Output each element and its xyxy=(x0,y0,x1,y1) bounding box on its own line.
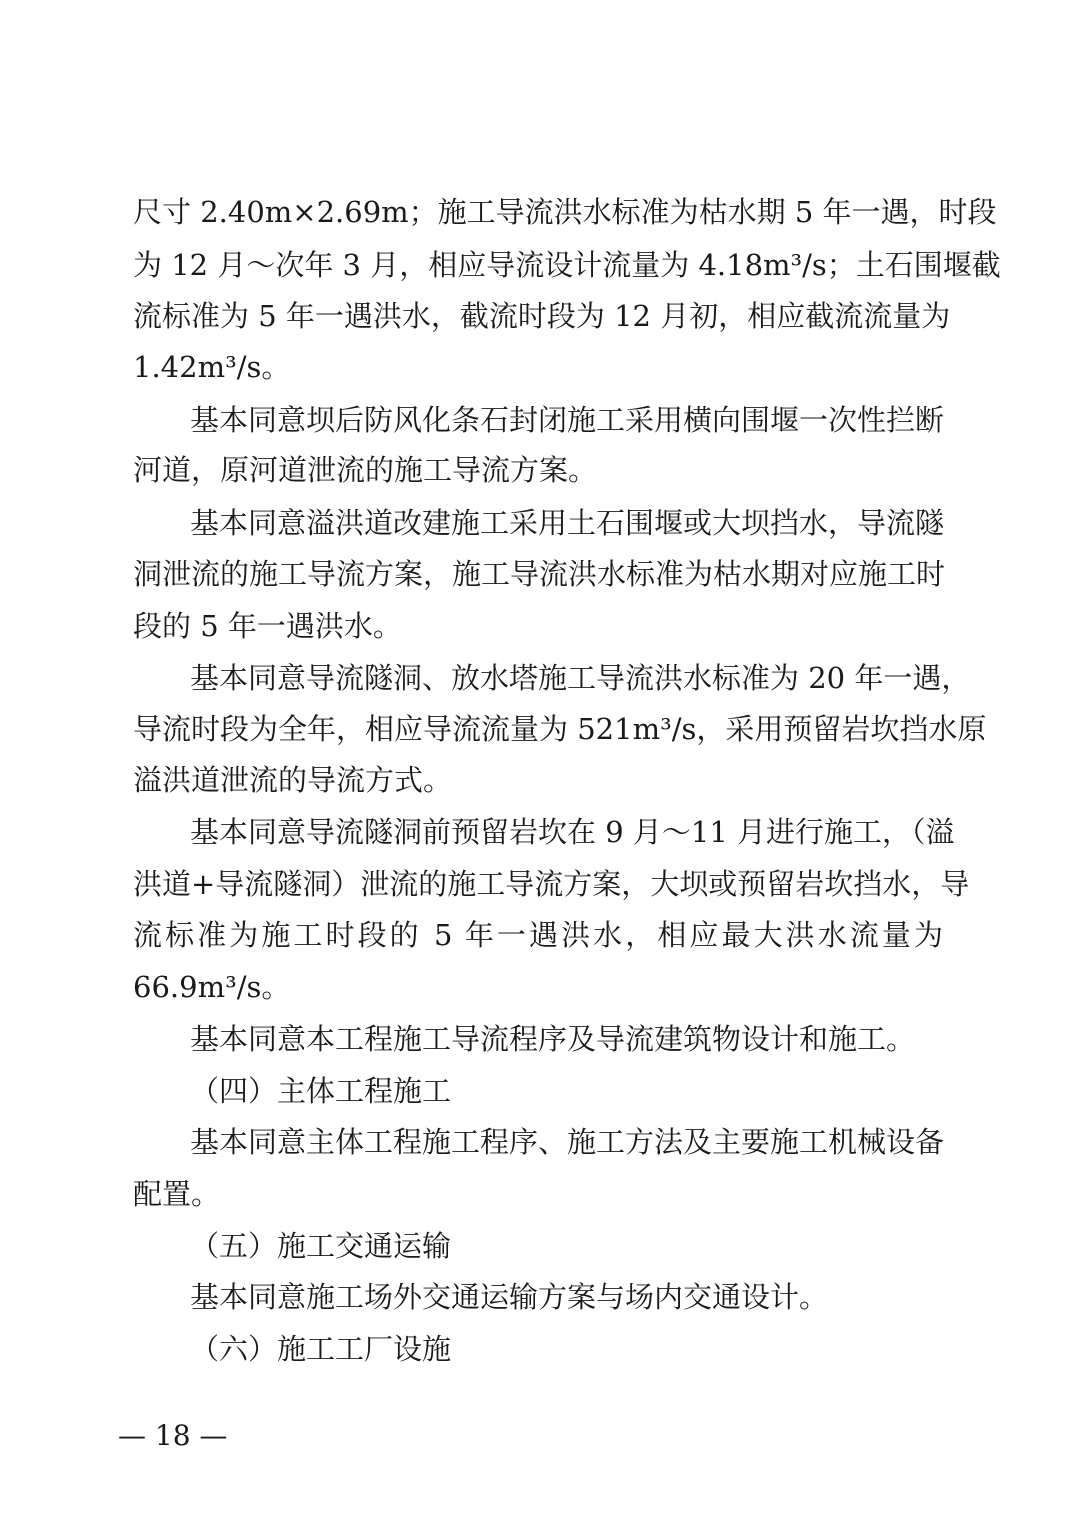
paragraph-line: 导流时段为全年，相应导流流量为 521m³/s，采用预留岩坎挡水原 xyxy=(133,712,987,746)
paragraph-line: 基本同意导流隧洞、放水塔施工导流洪水标准为 20 年一遇， xyxy=(190,661,971,695)
paragraph-line: 基本同意主体工程施工程序、施工方法及主要施工机械设备 xyxy=(190,1125,945,1159)
paragraph-line: 流标准为 5 年一遇洪水，截流时段为 12 月初，相应截流流量为 xyxy=(133,299,951,333)
paragraph-line: 配置。 xyxy=(133,1177,221,1211)
paragraph-line: 基本同意溢洪道改建施工采用土石围堰或大坝挡水，导流隧 xyxy=(190,506,945,540)
section-heading: （五）施工交通运输 xyxy=(190,1229,452,1263)
paragraph-line: 段的 5 年一遇洪水。 xyxy=(133,609,402,643)
paragraph-line: 66.9m³/s。 xyxy=(133,970,291,1004)
paragraph-line: 流标准为施工时段的 5 年一遇洪水，相应最大洪水流量为 xyxy=(133,918,943,952)
paragraph-line: 基本同意本工程施工导流程序及导流建筑物设计和施工。 xyxy=(190,1022,916,1056)
paragraph-line: 为 12 月～次年 3 月，相应导流设计流量为 4.18m³/s；土石围堰截 xyxy=(133,248,1001,282)
paragraph-line: 洞泄流的施工导流方案，施工导流洪水标准为枯水期对应施工时 xyxy=(133,557,946,591)
section-heading: （四）主体工程施工 xyxy=(190,1074,452,1108)
paragraph-line: 基本同意施工场外交通运输方案与场内交通设计。 xyxy=(190,1280,829,1314)
paragraph-line: 洪道+导流隧洞）泄流的施工导流方案，大坝或预留岩坎挡水，导 xyxy=(133,867,970,901)
paragraph-line: 基本同意导流隧洞前预留岩坎在 9 月～11 月进行施工，（溢 xyxy=(190,815,955,849)
section-heading: （六）施工工厂设施 xyxy=(190,1332,452,1366)
paragraph-line: 基本同意坝后防风化条石封闭施工采用横向围堰一次性拦断 xyxy=(190,403,945,437)
paragraph-line: 1.42m³/s。 xyxy=(133,350,291,384)
paragraph-line: 溢洪道泄流的导流方式。 xyxy=(133,763,453,797)
paragraph-line: 尺寸 2.40m×2.69m；施工导流洪水标准为枯水期 5 年一遇，时段 xyxy=(133,195,997,229)
paragraph-line: 河道，原河道泄流的施工导流方案。 xyxy=(133,453,598,487)
page-number: — 18 — xyxy=(118,1419,228,1452)
